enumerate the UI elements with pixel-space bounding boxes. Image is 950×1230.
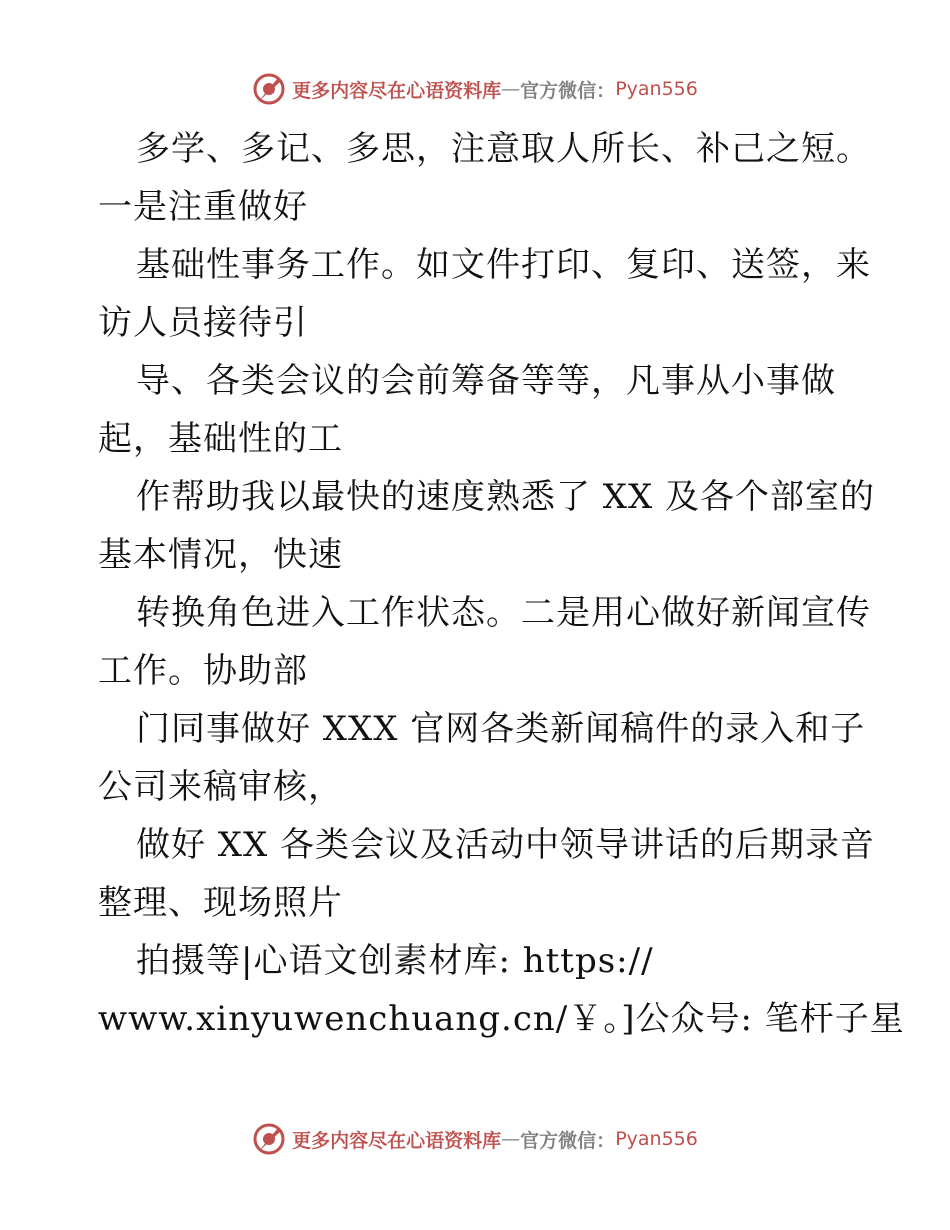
- banner-separator: —: [501, 1128, 521, 1150]
- header-banner: [0, 72, 950, 106]
- banner-main-text: 更多内容尽在心语资料库: [292, 1129, 502, 1152]
- body-line: 作帮助我以最快的速度熟悉了 XX 及各个部室的: [136, 477, 876, 517]
- banner-main-text: 更多内容尽在心语资料库: [292, 79, 502, 102]
- document-body: [98, 120, 905, 1048]
- quill-logo-icon: [252, 1122, 286, 1156]
- banner-wechat-id: Pyan556: [615, 1128, 698, 1150]
- body-line: www.xinyuwenchuang.cn/￥。]公众号: 笔杆子星: [98, 999, 905, 1039]
- body-line: 工作。协助部: [98, 651, 308, 691]
- body-line: 拍摄等|心语文创素材库: https://: [136, 941, 654, 981]
- banner-wechat-label: 官方微信：: [520, 1129, 616, 1152]
- body-line: 基础性事务工作。如文件打印、复印、送签，来: [136, 245, 871, 285]
- body-line: 整理、现场照片: [98, 883, 343, 923]
- body-line: 多学、多记、多思，注意取人所长、补己之短。: [136, 129, 871, 169]
- banner-separator: —: [501, 78, 521, 100]
- body-line: 公司来稿审核，: [98, 767, 343, 807]
- footer-banner: [0, 1122, 950, 1156]
- body-line: 访人员接待引: [98, 303, 308, 343]
- quill-logo-icon: [252, 72, 286, 106]
- body-line: 基本情况，快速: [98, 535, 343, 575]
- body-line: 起，基础性的工: [98, 419, 343, 459]
- banner-wechat-id: Pyan556: [615, 78, 698, 100]
- body-line: 转换角色进入工作状态。二是用心做好新闻宣传: [136, 593, 871, 633]
- body-line: 做好 XX 各类会议及活动中领导讲话的后期录音: [136, 825, 876, 865]
- body-line: 导、各类会议的会前筹备等等，凡事从小事做: [136, 361, 836, 401]
- body-line: 一是注重做好: [98, 187, 308, 227]
- body-line: 门同事做好 XXX 官网各类新闻稿件的录入和子: [136, 709, 866, 749]
- banner-wechat-label: 官方微信：: [520, 79, 616, 102]
